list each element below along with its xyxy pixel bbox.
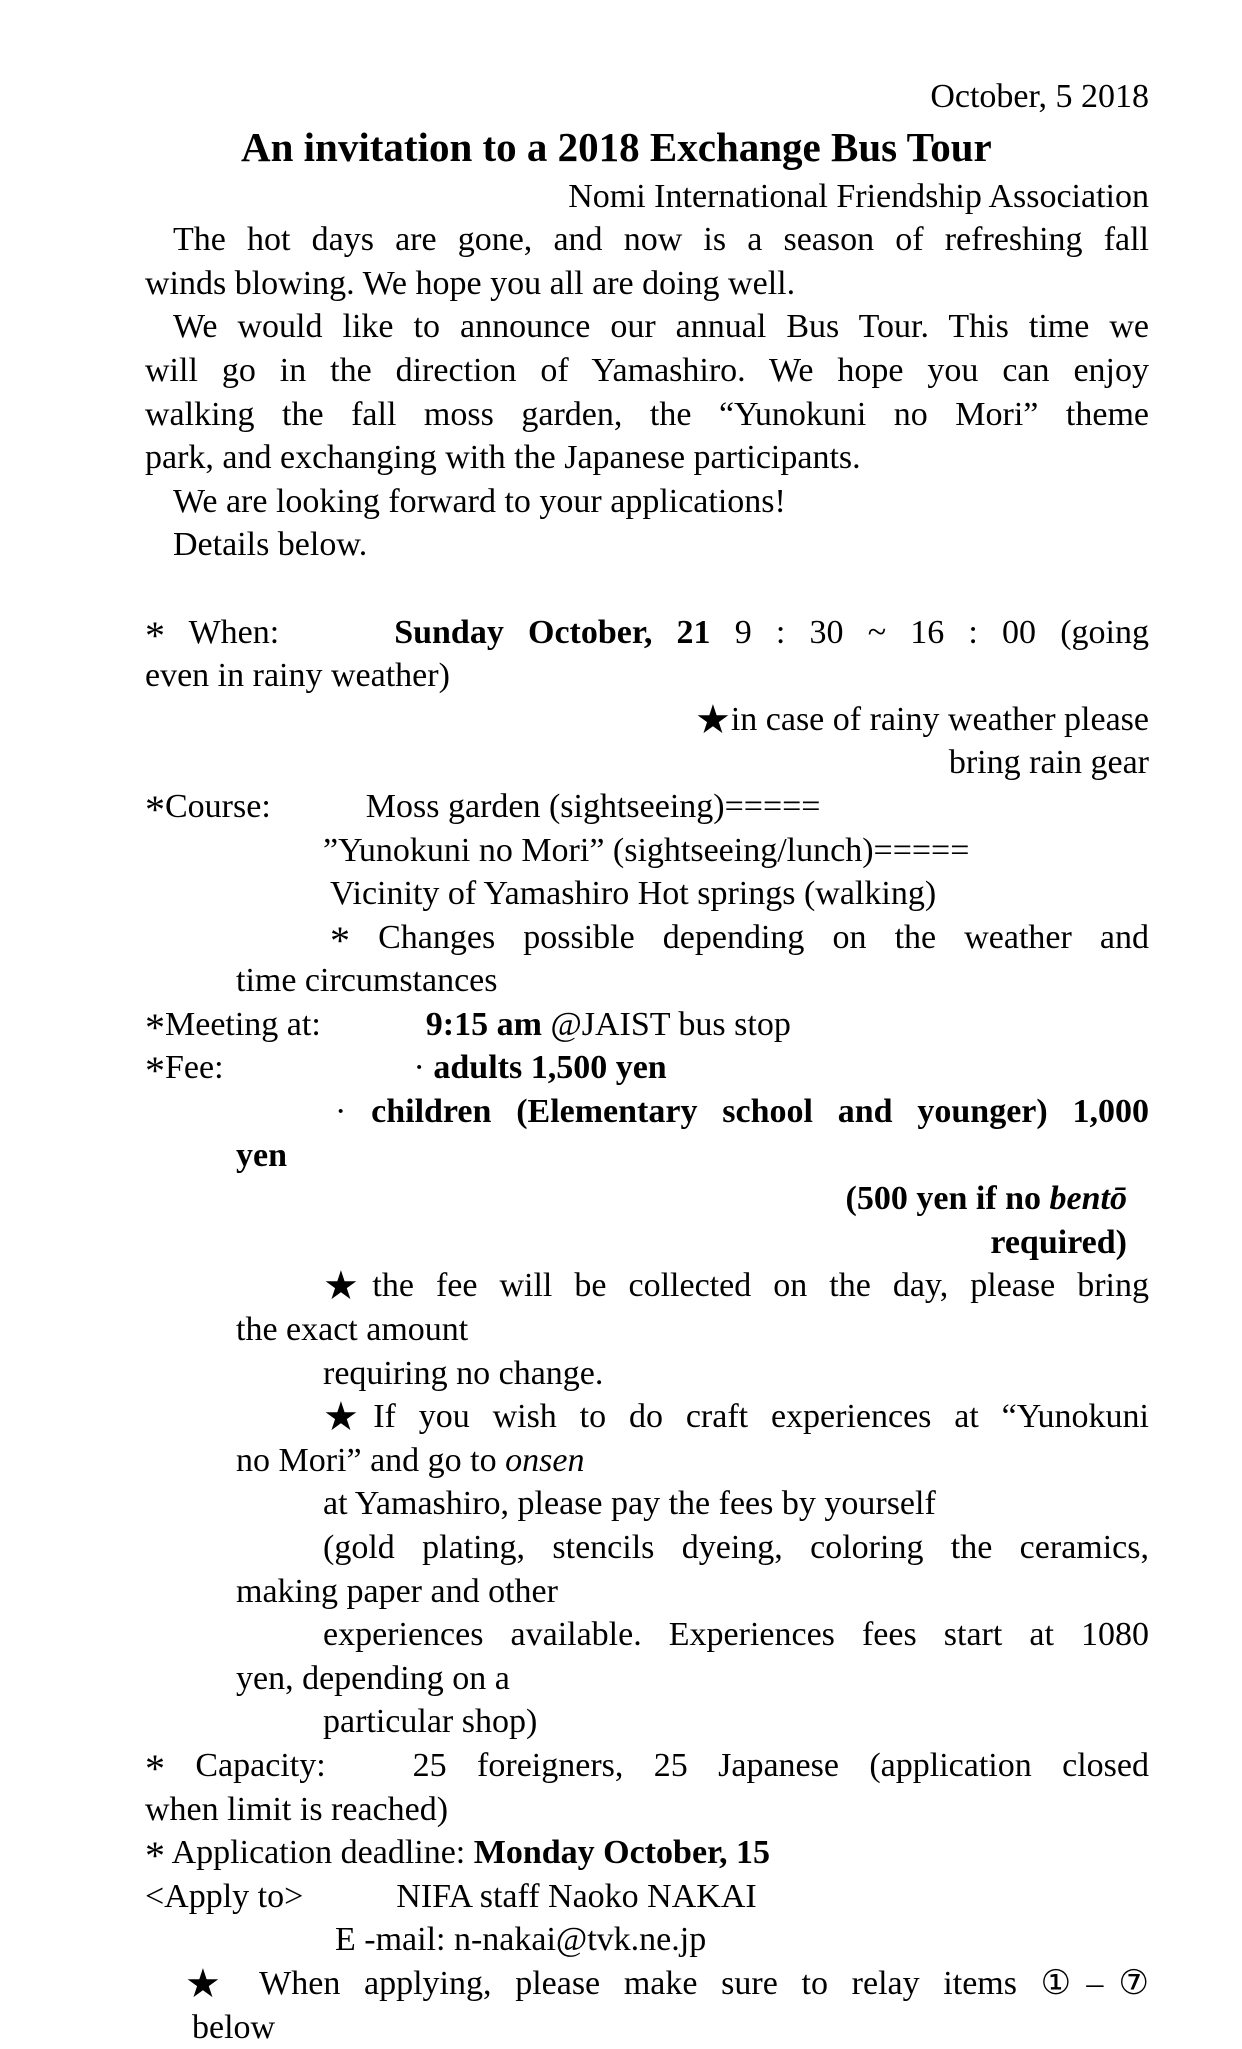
para-line — [145, 393, 1149, 437]
details-line — [173, 523, 1149, 567]
details-text: Details below. — [173, 526, 368, 564]
para-text: park, and exchanging with the Japanese participants. — [145, 439, 861, 477]
tab-spacer — [303, 1906, 396, 1907]
para-line — [145, 218, 1149, 262]
relay-note-text: When applying, please make sure to relay items ①–⑦ — [236, 1964, 1150, 2002]
doc-title-text: An invitation to a 2018 Exchange Bus Tour — [241, 123, 992, 170]
star-icon: ★ — [185, 1960, 237, 2006]
fee-collect-cont-2 — [323, 1352, 1149, 1396]
course-item-3 — [330, 872, 1149, 916]
relay-note-cont-text: below — [192, 2008, 276, 2046]
closing-text: We are looking forward to your applications! — [173, 482, 786, 520]
para-text: The hot days are gone, and now is a season of refreshing fall — [173, 221, 1149, 259]
fee-bento-note-text: (500 yen if no — [845, 1180, 1050, 1218]
para-line — [145, 305, 1149, 349]
org-name — [145, 175, 1149, 219]
craft-note-cont-7 — [323, 1700, 1149, 1744]
apply-to-label: <Apply to> — [145, 1877, 304, 1915]
course-item-3-text: Vicinity of Yamashiro Hot springs (walking) — [330, 875, 937, 913]
fee-adults-text: adults 1,500 yen — [433, 1049, 667, 1087]
apply-to-contact: NIFA staff Naoko NAKAI — [396, 1877, 757, 1915]
course-note-cont-text: time circumstances — [236, 962, 498, 1000]
para-line — [145, 262, 1149, 306]
craft-cont-2-text: at Yamashiro, please pay the fees by yourself — [323, 1485, 936, 1523]
course-note-cont — [236, 959, 1149, 1003]
email-text: E -mail: n-nakai@tvk.ne.jp — [335, 1921, 707, 1959]
capacity-label: Capacity: — [165, 1746, 326, 1784]
fee-collect-cont — [236, 1308, 1149, 1352]
blank-line — [145, 567, 1149, 611]
closing-line — [173, 480, 1149, 524]
craft-cont-5-text: experiences available. Experiences fees start at 1080 — [323, 1616, 1149, 1654]
craft-note-text: If you wish to do craft experiences at “Yunokuni — [373, 1398, 1149, 1436]
star-icon: ★ — [323, 1394, 374, 1440]
fee-label: Fee: — [165, 1049, 224, 1087]
rain-note-text: in case of rainy weather please — [730, 700, 1149, 738]
rain-note-cont-text: bring rain gear — [948, 744, 1149, 782]
star-icon: ★ — [323, 1263, 373, 1309]
meeting-place: @JAIST bus stop — [541, 1005, 791, 1043]
course-line: *Course: Moss garden (sightseeing)===== — [145, 786, 821, 832]
para-text: We would like to announce our annual Bus Tour. This time we — [173, 308, 1149, 346]
course-note-text: Changes possible depending on the weather and — [350, 918, 1149, 956]
craft-note-cont-2 — [323, 1482, 1149, 1526]
craft-note-cont-4 — [236, 1570, 1149, 1614]
para-line — [145, 436, 1149, 480]
rain-note-cont — [145, 741, 1149, 785]
fee-adults-line: *Fee: · adults 1,500 yen — [145, 1048, 667, 1094]
deadline-line: * Application deadline: Monday October, 15 — [145, 1833, 771, 1879]
craft-note-cont-3 — [323, 1526, 1149, 1570]
craft-note-cont-6 — [236, 1657, 1149, 1701]
tab-spacer — [224, 1077, 414, 1078]
capacity-cont-text: when limit is reached) — [145, 1790, 449, 1828]
craft-note — [323, 1395, 1149, 1439]
date-text: October, 5 2018 — [930, 78, 1149, 115]
para-text: will go in the direction of Yamashiro. We hope you can enjoy — [145, 351, 1149, 389]
para-text: walking the fall moss garden, the “Yunokuni no Mori” theme — [145, 395, 1149, 433]
when-label: When: — [165, 613, 280, 651]
onsen-italic: onsen — [505, 1441, 585, 1479]
fee-bento-note-cont — [145, 1221, 1127, 1265]
capacity-text: 25 foreigners, 25 Japanese (application closed — [412, 1746, 1149, 1784]
fee-collect-cont-2-text: requiring no change. — [323, 1354, 604, 1392]
capacity-cont — [145, 1788, 1149, 1832]
relay-note-cont — [192, 2006, 1149, 2049]
fee-children-text: children (Elementary school and younger) 1,000 — [371, 1093, 1149, 1131]
meeting-time-bold: 9:15 am — [425, 1005, 542, 1043]
fee-collect-note — [323, 1264, 1149, 1308]
course-note: * Changes possible depending on the weather and — [330, 917, 1149, 963]
course-item-2-text: ”Yunokuni no Mori” (sightseeing/lunch)===== — [323, 831, 970, 869]
fee-bento-cont-text: required) — [990, 1223, 1127, 1261]
course-label: Course: — [165, 787, 271, 825]
para-line — [145, 349, 1149, 393]
fee-collect-text: the fee will be collected on the day, please bring — [372, 1267, 1149, 1305]
para-text: winds blowing. We hope you all are doing well. — [145, 264, 796, 302]
capacity-line: * Capacity: 25 foreigners, 25 Japanese (application closed — [145, 1745, 1149, 1791]
craft-note-cont-5 — [323, 1613, 1149, 1657]
fee-collect-cont-text: the exact amount — [236, 1311, 469, 1349]
deadline-date-bold: Monday October, 15 — [473, 1834, 771, 1872]
fee-children-cont-text: yen — [236, 1136, 287, 1174]
craft-cont-7-text: particular shop) — [323, 1703, 538, 1741]
craft-note-cont — [236, 1439, 1149, 1483]
course-item-1: Moss garden (sightseeing)===== — [365, 787, 821, 825]
org-name-text: Nomi International Friendship Association — [568, 177, 1149, 215]
course-item-2 — [323, 829, 1149, 873]
meeting-line: *Meeting at: 9:15 am @JAIST bus stop — [145, 1004, 791, 1050]
relay-note — [185, 1962, 1149, 2006]
tab-spacer — [279, 642, 394, 643]
fee-children-line — [335, 1090, 1149, 1134]
tab-spacer — [321, 1034, 426, 1035]
fee-bento-note — [145, 1177, 1127, 1221]
rain-note-line — [145, 698, 1149, 742]
tab-spacer — [326, 1775, 413, 1776]
when-line-cont — [145, 654, 1149, 698]
apply-to-line — [145, 1875, 1149, 1919]
when-time: 9 : 30 ~ 16 : 00 (going — [710, 613, 1150, 651]
when-cont-text: even in rainy weather) — [145, 657, 450, 695]
dot-bullet: · — [335, 1093, 372, 1131]
fee-children-cont — [236, 1134, 1149, 1178]
deadline-label: Application deadline: — [165, 1834, 474, 1872]
craft-cont-6-text: yen, depending on a — [236, 1659, 510, 1697]
when-line: * When: Sunday October, 21 9 : 30 ~ 16 : 00 (going — [145, 612, 1150, 658]
dot-bullet: · — [413, 1049, 434, 1087]
craft-cont-3-text: (gold plating, stencils dyeing, coloring the ceramics, — [323, 1529, 1149, 1566]
bento-italic: bentō — [1049, 1180, 1127, 1218]
date-line — [145, 75, 1149, 119]
doc-title — [241, 119, 1149, 175]
star-icon: ★ — [694, 696, 731, 742]
tab-spacer — [271, 816, 366, 817]
when-date-bold: Sunday October, 21 — [394, 613, 711, 651]
meeting-label: Meeting at: — [165, 1005, 321, 1043]
craft-cont-text: no Mori” and go to — [236, 1441, 506, 1479]
craft-cont-4-text: making paper and other — [236, 1572, 558, 1610]
email-line — [335, 1918, 1149, 1962]
